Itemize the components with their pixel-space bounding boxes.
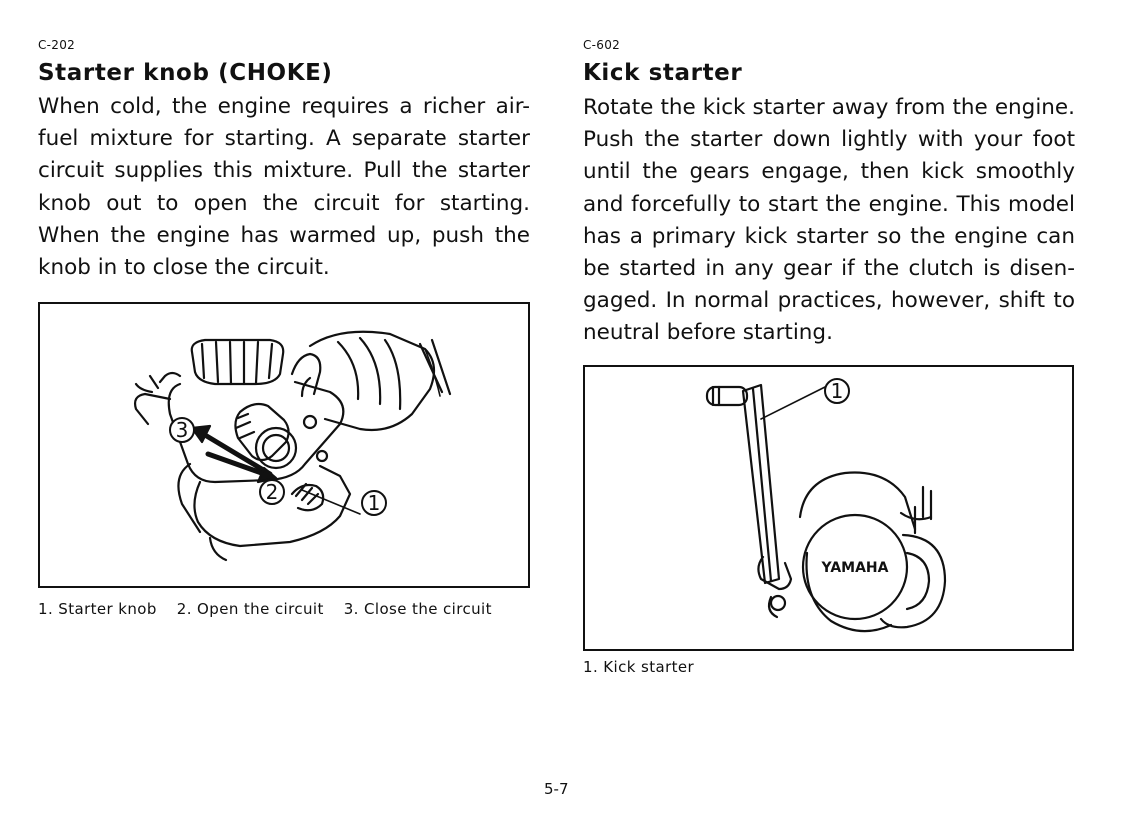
section-paragraph: Rotate the kick starter away from the engine. Push the starter down lightly with your foot until the gears engage, then kick smoothly and forcefully to start the engine. This model has a primary kick starter so the engine can be started in any gear if the clutch is disen-gaged. In normal practices, however, shift to neutral before starting. <box>583 95 1075 346</box>
kick-starter-illustration <box>585 367 1072 649</box>
callout-1: 1 <box>367 491 381 515</box>
caption-item-1: 1. Kick starter <box>583 658 695 676</box>
starter-knob-figure <box>38 302 530 588</box>
choke-knob <box>235 404 288 460</box>
caption-item-2: 2. Open the circuit <box>176 600 324 618</box>
caption-item-3: 3. Close the circuit <box>343 600 492 618</box>
brand-label: YAMAHA <box>821 560 889 576</box>
section-heading: Kick starter <box>583 60 743 86</box>
starter-knob-illustration <box>40 304 528 586</box>
section-paragraph: When cold, the engine requires a richer air-fuel mixture for starting. A separate starter circuit supplies this mixture. Pull the starter knob out to open the circuit for starting. When the engine has warmed up, push the knob in to close the circuit. <box>38 94 530 281</box>
callout-1: 1 <box>830 379 844 403</box>
section-heading: Starter knob (CHOKE) <box>38 60 333 86</box>
kick-starter-figure <box>583 365 1074 651</box>
figure-caption <box>38 600 492 618</box>
section-code: C-202 <box>38 38 76 52</box>
page-number: 5-7 <box>544 780 569 798</box>
section-code: C-602 <box>583 38 621 52</box>
hand-finger <box>292 354 320 394</box>
callout-3: 3 <box>175 418 189 442</box>
intake-hose <box>310 332 434 430</box>
engine-cover-top <box>800 473 915 530</box>
figure-caption <box>583 658 694 676</box>
callout-2: 2 <box>265 480 279 504</box>
caption-item-1: 1. Starter knob <box>38 600 157 618</box>
